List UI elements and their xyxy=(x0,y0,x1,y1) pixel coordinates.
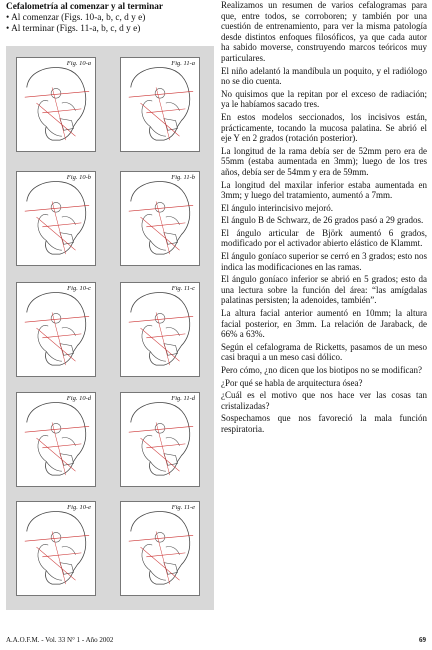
paragraph: ¿Cuál es el motivo que nos hace ver las cosas tan cristalizadas? xyxy=(221,390,427,411)
paragraph: La longitud del maxilar inferior estaba aumentada en 3mm; y luego del tratamiento, aumentó a 7mm. xyxy=(221,179,427,201)
figure-11c xyxy=(120,282,200,377)
paragraph: El ángulo goníaco inferior se abrió en 5 grados; esto da una lectura sobre la función del área: “las amígdalas palatinas persisten; la adenoides, también”. xyxy=(221,274,427,306)
figure-label: Fig. 11-a xyxy=(171,60,195,67)
figure-11d xyxy=(120,392,200,487)
figure-label: Fig. 10-d xyxy=(66,395,91,402)
left-column xyxy=(6,2,214,35)
bullet-item-start: • Al comenzar (Figs. 10-a, b, c, d y e) xyxy=(6,13,146,23)
paragraph: En estos modelos seccionados, los incisivos están, prácticamente, tocando la mucosa palatina. Se abrió el eje Y en 2 grados (rotación posterior). xyxy=(221,111,427,144)
figure-label: Fig. 10-a xyxy=(66,60,91,67)
figure-11b xyxy=(120,171,200,266)
figure-10e xyxy=(16,501,96,596)
cephalogram-drawing xyxy=(121,283,199,376)
figure-10c xyxy=(16,282,96,377)
figure-label: Fig. 11-c xyxy=(171,285,195,292)
bullet-list xyxy=(6,13,214,35)
cephalogram-drawing xyxy=(121,58,199,151)
paragraph: El niño adelantó la mandíbula un poquito, y el radiólogo no se dio cuenta. xyxy=(221,65,427,87)
section-heading: Cefalometría al comenzar y al terminar xyxy=(6,2,164,12)
paragraph: El ángulo articular de Björk aumentó 6 grados, modificado por el activador abierto elástico de Klammt. xyxy=(221,227,427,249)
cephalogram-drawing xyxy=(121,172,199,265)
paragraph: No quisimos que la repitan por el exceso de radiación; ya le habíamos sacado tres. xyxy=(221,88,427,110)
paragraph: Según el cefalograma de Ricketts, pasamos de un meso casi braqui a un meso casi dólico. xyxy=(221,341,427,363)
cephalogram-drawing xyxy=(17,393,95,486)
figure-10b xyxy=(16,171,96,266)
body-text-column xyxy=(221,0,427,437)
paragraph: La altura facial anterior aumentó en 10mm; la altura facial posterior, en 3mm. La relación de Jaraback, de 66% a 63%. xyxy=(221,308,427,340)
paragraph: Pero cómo, ¿no dicen que los biotipos no se modifican? xyxy=(221,365,422,375)
paragraph: Sospechamos que nos favoreció la mala función respiratoria. xyxy=(221,413,427,434)
page-number: 69 xyxy=(419,636,426,644)
paragraph: El ángulo interincisivo mejoró. xyxy=(221,202,333,213)
cephalogram-drawing xyxy=(17,283,95,376)
paragraph: La longitud de la rama debía ser de 52mm pero era de 55mm (estaba aumentada en 3mm); luego de los tres años, debía ser de 54mm y era de 59mm. xyxy=(221,145,427,177)
journal-footer: A.A.O.F.M. - Vol. 33 N° 1 - Año 2002 xyxy=(6,636,114,644)
figure-label: Fig. 11-d xyxy=(171,395,195,402)
figure-label: Fig. 10-b xyxy=(66,174,91,181)
figure-11e xyxy=(120,501,200,596)
paragraph: El ángulo goníaco superior se cerró en 3 grados; esto nos indica las modificaciones en las ramas. xyxy=(221,251,427,272)
paragraph: El ángulo B de Schwarz, de 26 grados pasó a 29 grados. xyxy=(221,215,424,226)
cephalogram-drawing xyxy=(121,393,199,486)
figure-10a xyxy=(16,57,96,152)
paragraph: ¿Por qué se habla de arquitectura ósea? xyxy=(221,377,363,388)
figure-label: Fig. 10-c xyxy=(67,285,91,292)
figure-label: Fig. 10-e xyxy=(67,504,91,511)
cephalogram-drawing xyxy=(17,502,95,595)
bullet-item-end: • Al terminar (Figs. 11-a, b, c, d y e) xyxy=(6,24,141,34)
cephalogram-drawing xyxy=(17,172,95,265)
cephalogram-drawing xyxy=(17,58,95,151)
figure-11a xyxy=(120,57,200,152)
figure-label: Fig. 11-e xyxy=(171,504,195,511)
paragraph: Realizamos un resumen de varios cefalogramas para que, entre todos, se corroboren; y también por una cuestión de entrenamiento, para ver la misma patología desde distintos enfoques filosóficos, ya que cada autor ha sabido moverse, construyendo marcos teóricos muy particulares. xyxy=(221,0,427,63)
cephalogram-drawing xyxy=(121,502,199,595)
figure-label: Fig. 11-b xyxy=(171,174,195,181)
figure-grid xyxy=(6,46,214,610)
figure-10d xyxy=(16,392,96,487)
